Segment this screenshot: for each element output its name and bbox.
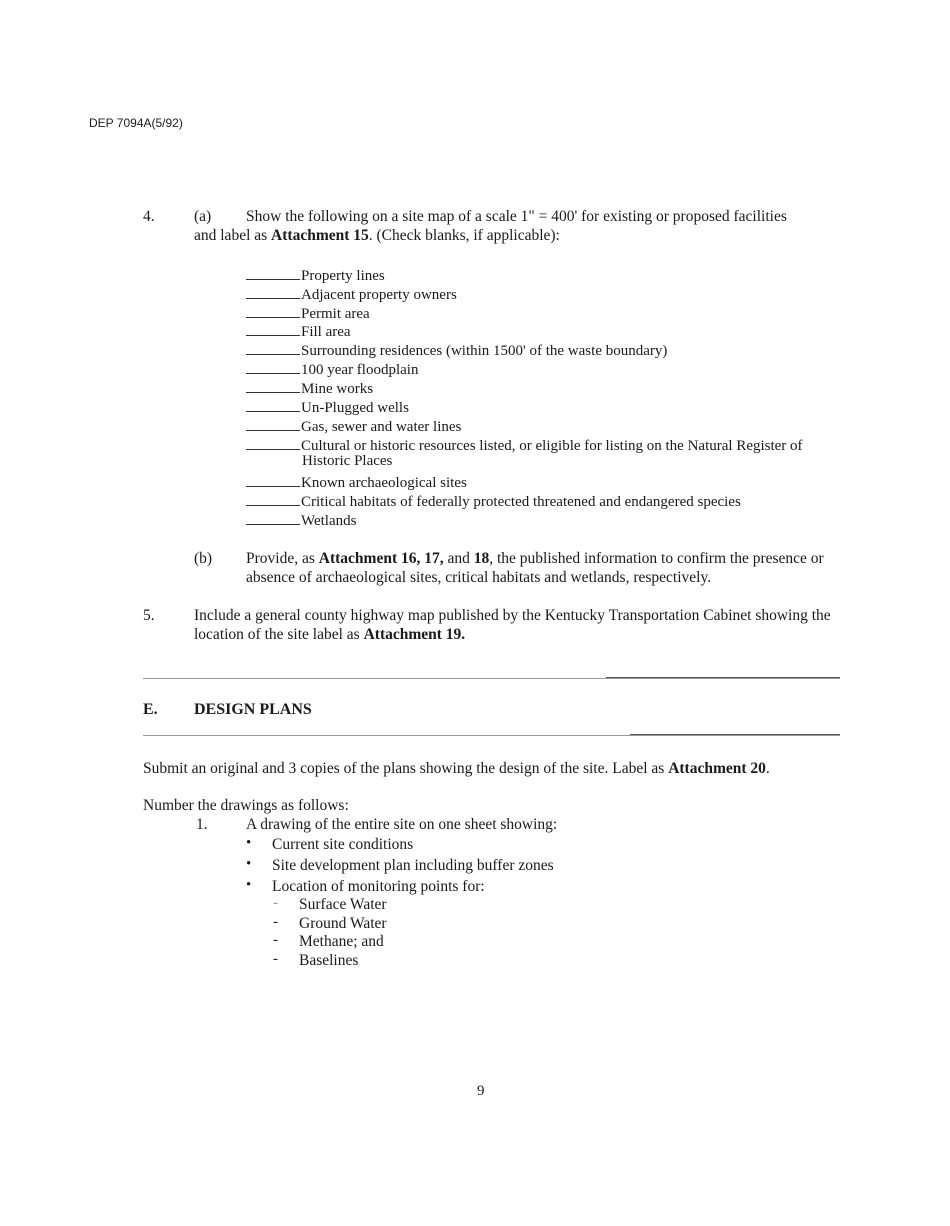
monitoring-point: Baselines bbox=[299, 952, 359, 969]
item-5-line1: Include a general county highway map published by the Kentucky Transportation Cabinet showing the bbox=[194, 607, 831, 624]
checklist-item bbox=[246, 435, 803, 455]
section-letter: E. bbox=[143, 701, 158, 718]
check-blank[interactable] bbox=[246, 378, 300, 393]
checklist-label: Cultural or historic resources listed, or eligible for listing on the Natural Register of bbox=[301, 438, 803, 454]
checklist-label: Wetlands bbox=[301, 513, 357, 529]
dash-icon: - bbox=[273, 951, 278, 967]
bullet-item: Site development plan including buffer zones bbox=[272, 857, 554, 874]
checklist-label: Permit area bbox=[301, 306, 370, 322]
checklist-item bbox=[246, 284, 457, 304]
checklist-item bbox=[246, 397, 409, 417]
item-4b-post: , the published information to confirm the presence or bbox=[489, 550, 824, 567]
item-5-line2-pre: location of the site label as bbox=[194, 626, 364, 643]
check-blank[interactable] bbox=[246, 321, 300, 336]
monitoring-point: Surface Water bbox=[299, 896, 387, 913]
item-4-number: 4. bbox=[143, 208, 155, 225]
bullet-item: Location of monitoring points for: bbox=[272, 878, 485, 895]
checklist-item bbox=[246, 340, 667, 360]
monitoring-point: Methane; and bbox=[299, 933, 384, 950]
check-blank[interactable] bbox=[246, 303, 300, 318]
checklist-label: Critical habitats of federally protected threatened and endangered species bbox=[301, 494, 741, 510]
monitoring-point: Ground Water bbox=[299, 915, 387, 932]
checklist-label: Property lines bbox=[301, 268, 385, 284]
item-4b-label: (b) bbox=[194, 550, 213, 567]
check-blank[interactable] bbox=[246, 472, 300, 487]
checklist-continuation: Historic Places bbox=[302, 453, 393, 469]
checklist-label: Known archaeological sites bbox=[301, 475, 467, 491]
section-divider-top-accent bbox=[606, 677, 840, 678]
attachment-18: 18 bbox=[473, 550, 490, 567]
attachment-19: Attachment 19. bbox=[363, 626, 466, 643]
item-4b-mid: and bbox=[443, 550, 474, 567]
check-blank[interactable] bbox=[246, 416, 300, 431]
checklist-item bbox=[246, 510, 356, 530]
section-divider-top bbox=[143, 678, 840, 679]
check-blank[interactable] bbox=[246, 284, 300, 299]
checklist-item bbox=[246, 265, 385, 285]
bullet-item: Current site conditions bbox=[272, 836, 414, 853]
checklist-item bbox=[246, 472, 467, 492]
submit-pre: Submit an original and 3 copies of the plans showing the design of the site. Label as bbox=[143, 760, 669, 777]
dash-icon: - bbox=[273, 932, 278, 948]
bullet-icon: • bbox=[246, 856, 252, 872]
page-number: 9 bbox=[477, 1083, 485, 1099]
attachment-16-17: Attachment 16, 17, bbox=[318, 550, 444, 567]
check-blank[interactable] bbox=[246, 510, 300, 525]
item-4b-line1 bbox=[246, 549, 824, 568]
dash-icon: - bbox=[273, 895, 278, 911]
item-4b-line2: absence of archaeological sites, critical habitats and wetlands, respectively. bbox=[246, 569, 712, 586]
checklist-label: Adjacent property owners bbox=[301, 287, 457, 303]
submit-post: . bbox=[765, 760, 770, 777]
check-blank[interactable] bbox=[246, 491, 300, 506]
checklist-item bbox=[246, 491, 741, 511]
checklist-label: Fill area bbox=[301, 324, 351, 340]
item-5-line2 bbox=[194, 625, 465, 644]
checklist-label: Surrounding residences (within 1500' of the waste boundary) bbox=[301, 343, 668, 359]
item-4a-line1: Show the following on a site map of a scale 1" = 400' for existing or proposed facilities bbox=[246, 208, 787, 225]
item-5-number: 5. bbox=[143, 607, 155, 624]
bullet-icon: • bbox=[246, 835, 252, 851]
attachment-15: Attachment 15 bbox=[271, 227, 369, 244]
checklist-item bbox=[246, 303, 370, 323]
attachment-20: Attachment 20 bbox=[668, 760, 766, 777]
checklist-label: Mine works bbox=[301, 381, 374, 397]
checklist-item bbox=[246, 359, 418, 379]
drawing-description: A drawing of the entire site on one sheet showing: bbox=[246, 816, 558, 833]
check-blank[interactable] bbox=[246, 265, 300, 280]
checklist-label: Un-Plugged wells bbox=[301, 400, 409, 416]
drawing-number: 1. bbox=[196, 816, 208, 833]
form-id: DEP 7094A(5/92) bbox=[89, 116, 183, 130]
item-4a-line2-post: . (Check blanks, if applicable): bbox=[368, 227, 560, 244]
checklist-item bbox=[246, 378, 373, 398]
section-divider-bottom-accent bbox=[630, 734, 840, 735]
checklist-item bbox=[246, 321, 351, 341]
item-4a-line2 bbox=[194, 226, 560, 245]
checklist-item bbox=[246, 416, 461, 436]
section-divider-bottom bbox=[143, 735, 840, 736]
check-blank[interactable] bbox=[246, 359, 300, 374]
check-blank[interactable] bbox=[246, 340, 300, 355]
check-blank[interactable] bbox=[246, 435, 300, 450]
dash-icon: - bbox=[273, 914, 278, 930]
section-title: DESIGN PLANS bbox=[194, 701, 312, 718]
item-4a-line2-pre: and label as bbox=[194, 227, 272, 244]
item-4b-pre: Provide, as bbox=[246, 550, 319, 567]
number-intro: Number the drawings as follows: bbox=[143, 797, 349, 814]
check-blank[interactable] bbox=[246, 397, 300, 412]
submit-instruction bbox=[143, 759, 770, 778]
checklist-label: Gas, sewer and water lines bbox=[301, 419, 462, 435]
checklist-label: 100 year floodplain bbox=[301, 362, 419, 378]
item-4a-label: (a) bbox=[194, 208, 212, 225]
bullet-icon: • bbox=[246, 877, 252, 893]
